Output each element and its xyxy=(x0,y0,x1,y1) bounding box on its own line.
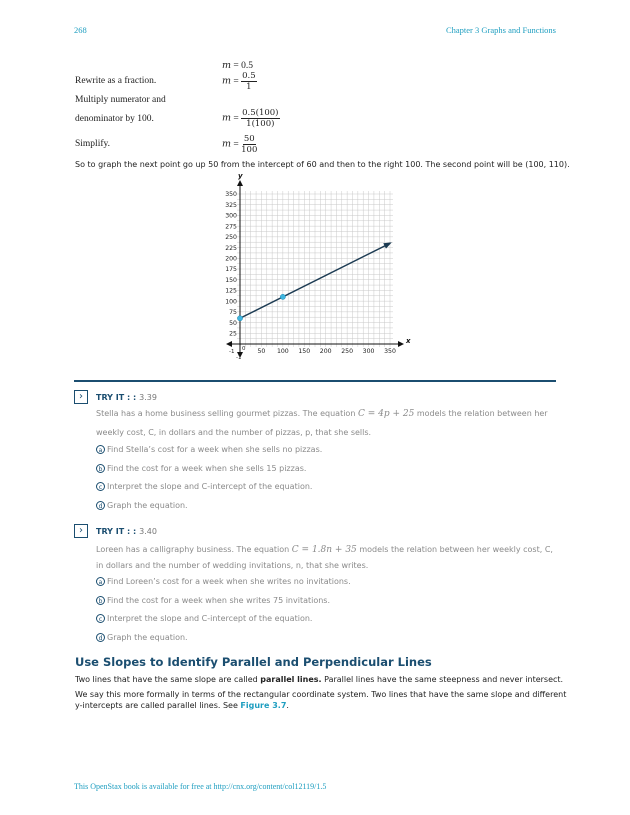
y-tick-label: 50 xyxy=(229,319,237,327)
math-label-2: Rewrite as a fraction. xyxy=(75,76,157,86)
x-axis-arrow-left-icon xyxy=(226,341,232,347)
math-label-4: Simplify. xyxy=(75,139,111,149)
line-graph xyxy=(210,172,410,370)
y-tick-label: 175 xyxy=(225,266,237,274)
fraction: $\frac{0.5}{1}$ xyxy=(242,71,256,92)
tick-labels xyxy=(225,172,411,361)
y-tick-label: 350 xyxy=(225,191,237,199)
y-axis-label: y xyxy=(238,172,243,180)
math-row-3: m = $\frac{0.5(100)}{1(100)}$ xyxy=(222,108,279,129)
data-point xyxy=(280,294,285,299)
y-axis-arrow-icon xyxy=(237,180,243,186)
neg-y-label: -1 xyxy=(236,355,242,361)
grid xyxy=(237,191,393,347)
section-divider xyxy=(74,380,556,382)
try-it-option: d Graph the equation. xyxy=(96,633,188,642)
try-it-title: TRY IT : : 3.39 xyxy=(96,393,157,402)
fraction: $\frac{50}{100}$ xyxy=(241,134,258,155)
y-tick-label: 250 xyxy=(225,234,237,242)
y-tick-label: 325 xyxy=(225,201,237,209)
y-tick-label: 200 xyxy=(225,255,237,263)
try-it-text-line2: weekly cost, C, in dollars and the number of pizzas, p, that she sells. xyxy=(96,428,372,437)
try-it-option: d Graph the equation. xyxy=(96,501,188,510)
option-letter-icon: a xyxy=(96,445,105,454)
x-axis-label: x xyxy=(406,337,411,345)
try-it-text-line2: in dollars and the number of wedding invitations, n, that she writes. xyxy=(96,561,369,570)
try-it-option: a Find Stella’s cost for a week when she sells no pizzas. xyxy=(96,445,322,454)
fraction: $\frac{0.5(100)}{1(100)}$ xyxy=(242,108,279,129)
y-tick-label: 100 xyxy=(225,298,237,306)
x-tick-label: 100 xyxy=(276,348,289,355)
option-letter-icon: c xyxy=(96,482,105,491)
option-letter-icon: a xyxy=(96,577,105,586)
try-it-text-line1: Loreen has a calligraphy business. The equation C = 1.8n + 35 models the relation between her weekly cost, C, xyxy=(96,545,553,555)
origin-label: 0 xyxy=(242,346,246,352)
x-axis-arrow-icon xyxy=(398,341,404,347)
y-tick-label: 275 xyxy=(225,223,237,231)
section-paragraph-1: Two lines that have the same slope are called parallel lines. Parallel lines have the same steepness and never intersect. xyxy=(75,675,564,684)
try-it-arrow-icon[interactable]: › xyxy=(74,390,88,404)
y-tick-label: 225 xyxy=(225,244,237,252)
try-it-title: TRY IT : : 3.40 xyxy=(96,527,157,536)
figure-link[interactable]: Figure 3.7 xyxy=(240,701,287,710)
try-it-option: a Find Loreen’s cost for a week when she writes no invitations. xyxy=(96,577,351,586)
math-label-3a: Multiply numerator and xyxy=(75,95,166,105)
try-it-option: b Find the cost for a week when she sells 15 pizzas. xyxy=(96,464,306,473)
y-tick-label: 125 xyxy=(225,287,237,295)
y-tick-label: 25 xyxy=(229,330,237,338)
y-tick-label: 150 xyxy=(225,276,237,284)
try-it-option: b Find the cost for a week when she writes 75 invitations. xyxy=(96,596,330,605)
option-letter-icon: b xyxy=(96,596,105,605)
try-it-text-line1: Stella has a home business selling gourmet pizzas. The equation C = 4p + 25 models the relation between her xyxy=(96,409,548,419)
try-it-option: c Interpret the slope and C-intercept of the equation. xyxy=(96,482,312,491)
x-tick-label: 200 xyxy=(319,348,332,355)
x-tick-label: 300 xyxy=(362,348,375,355)
x-tick-label: 50 xyxy=(257,348,266,355)
math-row-4: m = $\frac{50}{100}$ xyxy=(222,134,258,155)
x-tick-label: 250 xyxy=(341,348,354,355)
footer-note: This OpenStax book is available for free at http://cnx.org/content/col12119/1.5 xyxy=(74,782,327,791)
math-row-2: m = $\frac{0.5}{1}$ xyxy=(222,71,256,92)
x-tick-label: 150 xyxy=(298,348,311,355)
option-letter-icon: b xyxy=(96,464,105,473)
section-paragraph-2b: y-intercepts are called parallel lines. See Figure 3.7. xyxy=(75,701,289,710)
series xyxy=(240,242,392,318)
neg-x-label: -1 xyxy=(229,349,235,355)
page-number: 268 xyxy=(74,25,87,35)
y-tick-label: 75 xyxy=(229,309,237,317)
math-row-1: m = 0.5 xyxy=(222,60,253,71)
try-it-arrow-icon[interactable]: › xyxy=(74,524,88,538)
section-title: Use Slopes to Identify Parallel and Perpendicular Lines xyxy=(75,655,432,669)
option-letter-icon: c xyxy=(96,614,105,623)
section-paragraph-2: We say this more formally in terms of the rectangular coordinate system. Two lines that have the same slope and different xyxy=(75,690,567,699)
data-point xyxy=(237,316,242,321)
option-letter-icon: d xyxy=(96,633,105,642)
option-letter-icon: d xyxy=(96,501,105,510)
try-it-option: c Interpret the slope and C-intercept of the equation. xyxy=(96,614,312,623)
y-tick-label: 300 xyxy=(225,212,237,220)
x-tick-label: 350 xyxy=(384,348,396,355)
chapter-title: Chapter 3 Graphs and Functions xyxy=(445,25,556,35)
intro-text: So to graph the next point go up 50 from the intercept of 60 and then to the right 100. The second point will be (100, 110). xyxy=(75,160,570,169)
math-label-3b: denominator by 100. xyxy=(75,114,154,124)
